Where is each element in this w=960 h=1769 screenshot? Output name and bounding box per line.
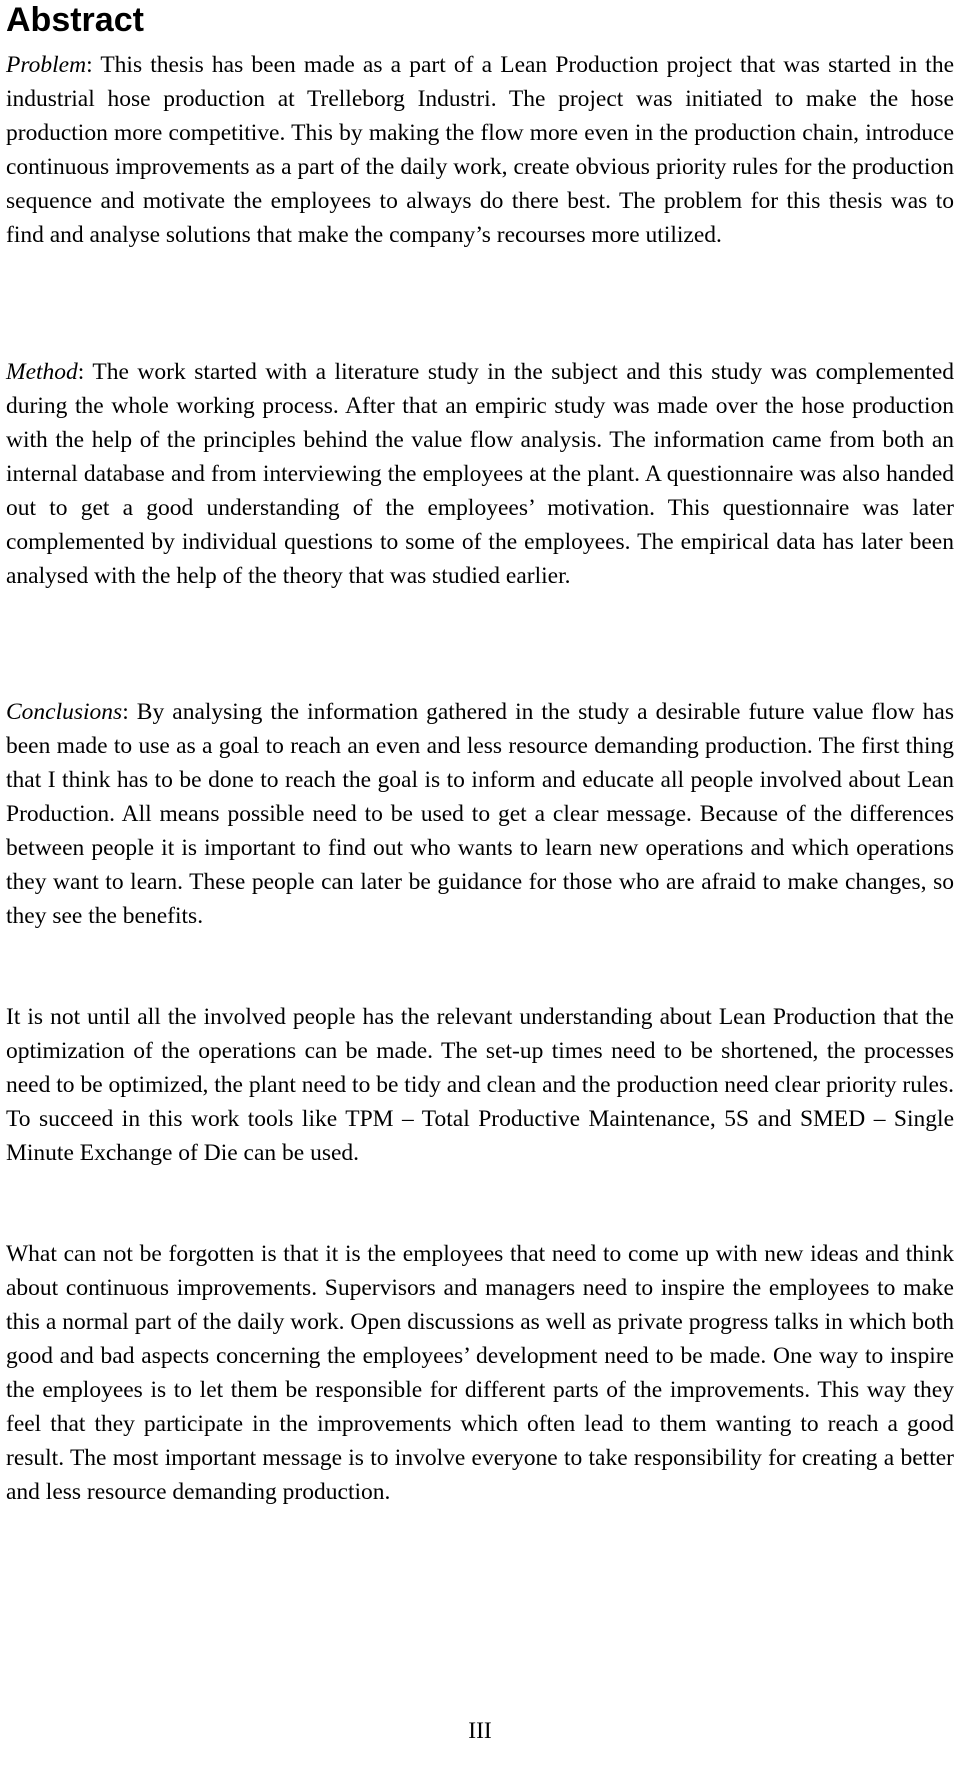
page-title: Abstract: [6, 1, 144, 39]
document-page: [6, 0, 954, 1505]
problem-text: : This thesis has been made as a part of a Lean Production project that was started in the industrial hose production at Trelleborg Industri. The project was initiated to make the hose production more competitive. This by making the flow more even in the production chain, introduce continuous improvements as a part of the daily work, create obvious priority rules for the production sequence and motivate the employees to always do there best. The problem for this thesis was to find and analyse solutions that make the company’s recourses more utilized.: [6, 52, 954, 248]
employees-paragraph: What can not be forgotten is that it is the employees that need to come up with new ideas and think about continuous improvements. Supervisors and managers need to inspire the employees to make this a normal part of the daily work. Open discussions as well as private progress talks in which both good and bad aspects concerning the employees’ development need to be made. One way to inspire the employees is to let them be responsible for different parts of the improvements. This way they feel that they participate in the improvements which often lead to them wanting to reach a good result. The most important message is to involve everyone to take responsibility for creating a better and less resource demanding production.: [6, 1241, 954, 1505]
optimization-paragraph: It is not until all the involved people has the relevant understanding about Lean Production that the optimization of the operations can be made. The set-up times need to be shortened, the processes need to be optimized, the plant need to be tidy and clean and the production need clear priority rules. To succeed in this work tools like TPM – Total Productive Maintenance, 5S and SMED – Single Minute Exchange of Die can be used.: [6, 1004, 954, 1166]
method-paragraph: [6, 355, 954, 593]
problem-label: Problem: [6, 52, 87, 78]
conclusions-paragraph: [6, 695, 954, 933]
page-number: III: [468, 1718, 492, 1744]
method-label: Method: [6, 359, 78, 385]
conclusions-text: : By analysing the information gathered in the study a desirable future value flow has been made to use as a goal to reach an even and less resource demanding production. The first thing that I think has to be done to reach the goal is to inform and educate all people involved about Lean Production. All means possible need to be used to get a clear message. Because of the differences between people it is important to find out who wants to learn new operations and which operations they want to learn. These people can later be guidance for those who are afraid to make changes, so they see the benefits.: [6, 699, 954, 929]
conclusions-label: Conclusions: [6, 699, 123, 725]
method-text: : The work started with a literature study in the subject and this study was complemented during the whole working process. After that an empiric study was made over the hose production with the help of the principles behind the value flow analysis. The information came from both an internal database and from interviewing the employees at the plant. A questionnaire was also handed out to get a good understanding of the employees’ motivation. This questionnaire was later complemented by individual questions to some of the employees. The empirical data has later been analysed with the help of the theory that was studied earlier.: [6, 359, 954, 589]
problem-paragraph: [6, 48, 954, 252]
